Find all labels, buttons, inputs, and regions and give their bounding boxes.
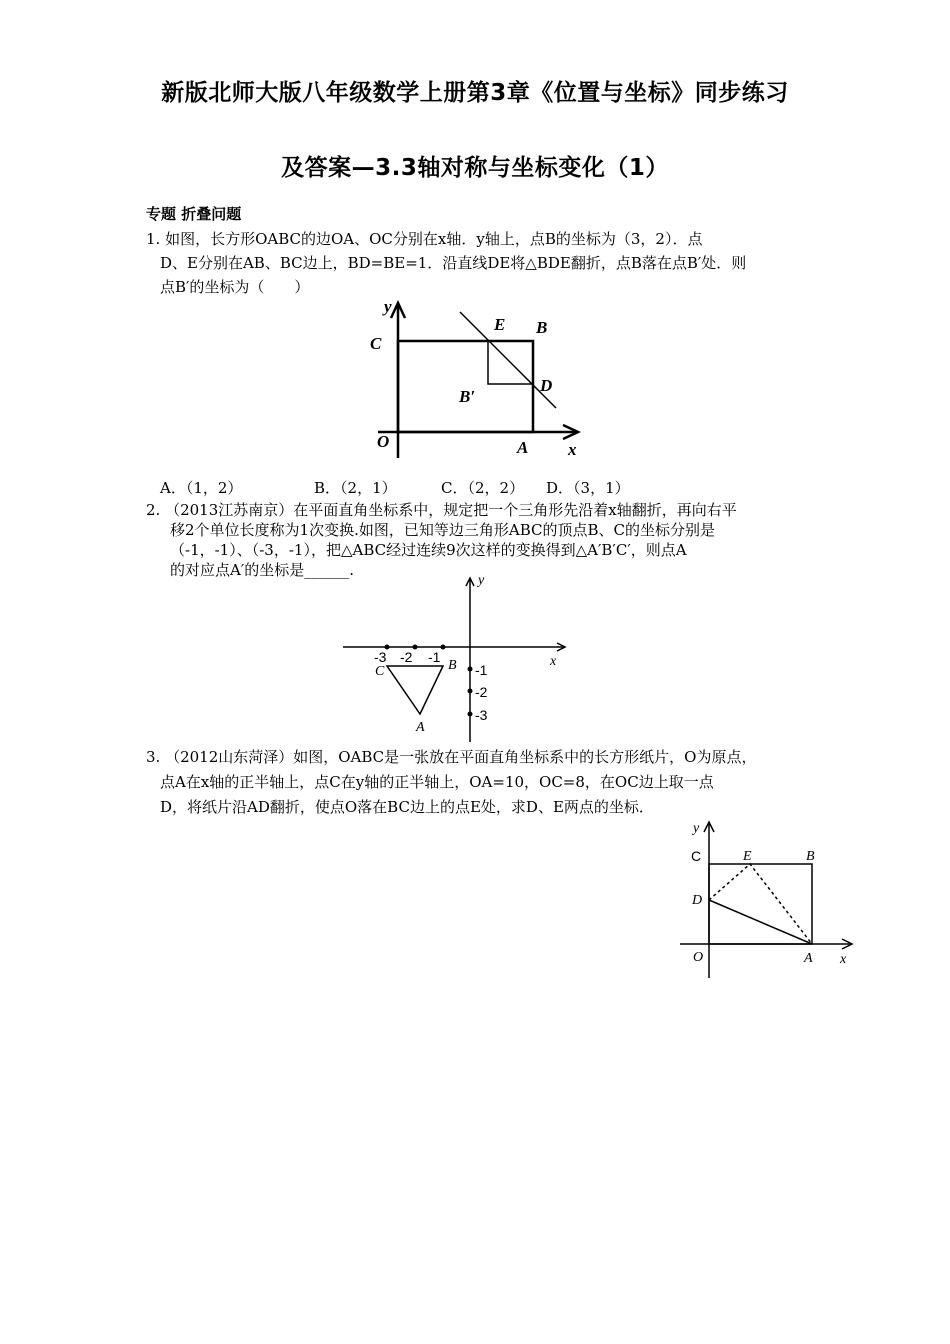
title-line-2: 及答案—3.3轴对称与坐标变化（1） — [281, 155, 669, 181]
q2-label-x: x — [550, 654, 557, 669]
q2-line-2: 移2个单位长度称为1次变换.如图，已知等边三角形ABC的顶点B、C的坐标分别是 — [170, 521, 715, 539]
q2-line-1: 2. （2013江苏南京）在平面直角坐标系中，规定把一个三角形先沿着x轴翻折，再向右平 — [146, 501, 737, 519]
q3-label-C: C — [691, 848, 702, 864]
q2-line-4: 的对应点A′的坐标是______. — [170, 561, 355, 579]
section-heading: 专题 折叠问题 — [146, 205, 242, 223]
q2-label-B: B — [448, 658, 457, 673]
q1-choice-a: A．（1，2） — [160, 479, 243, 497]
q3-label-E: E — [743, 849, 752, 864]
q2-tick-label-x-1: -1 — [428, 649, 441, 665]
q2-label-C: C — [375, 664, 385, 679]
q1-line-2: D、E分别在AB、BC边上，BD=BE=1．沿直线DE将△BDE翻折，点B落在点B′处．则 — [160, 254, 747, 272]
q2-label-A: A — [416, 720, 425, 735]
q3-label-O: O — [693, 950, 704, 965]
q1-label-x: x — [568, 440, 577, 459]
q3-line-1: 3. （2012山东菏泽）如图，OABC是一张放在平面直角坐标系中的长方形纸片，O为原点， — [146, 748, 757, 766]
q1-line-1: 1. 如图，长方形OABC的边OA、OC分别在x轴．y轴上，点B的坐标为（3，2）．点 — [146, 230, 703, 248]
q1-choice-d: D．（3，1） — [546, 479, 630, 497]
q1-line-3: 点B′的坐标为（ ） — [160, 278, 310, 296]
q2-line-3: （-1，-1）、（-3，-1），把△ABC经过连续9次这样的变换得到△A′B′C′，则点A — [170, 541, 687, 559]
q3-label-B: B — [806, 849, 815, 864]
q1-label-Bp: B′ — [459, 387, 476, 406]
title-line-1: 新版北师大版八年级数学上册第3章《位置与坐标》同步练习 — [161, 80, 789, 106]
q3-folded-edges — [709, 864, 812, 944]
q1-label-D: D — [540, 376, 553, 395]
q3-label-x: x — [840, 952, 847, 967]
q1-label-E: E — [494, 315, 506, 334]
q2-label-y: y — [478, 573, 485, 588]
q1-label-O: O — [377, 432, 390, 451]
q1-label-y: y — [384, 297, 392, 316]
q3-rectangle — [709, 864, 812, 944]
q1-label-A: A — [517, 438, 529, 457]
q2-tick-label-y-2: -2 — [475, 684, 488, 700]
q2-tick-label-x-2: -2 — [400, 649, 413, 665]
q2-tick-label-y-3: -3 — [475, 707, 488, 723]
q2-tick-label-x-3: -3 — [374, 649, 387, 665]
q2-tick-label-y-1: -1 — [475, 662, 488, 678]
q3-label-y: y — [693, 821, 700, 836]
q3-label-D: D — [692, 893, 703, 908]
q3-line-2: 点A在x轴的正半轴上，点C在y轴的正半轴上，OA=10，OC=8，在OC边上取一点 — [160, 773, 714, 791]
q1-choice-b: B．（2，1） — [314, 479, 397, 497]
q1-label-B: B — [536, 318, 548, 337]
q1-choice-c: C．（2，2） — [441, 479, 525, 497]
q1-label-C: C — [370, 334, 382, 353]
q3-label-A: A — [804, 951, 813, 966]
q3-line-3: D，将纸片沿AD翻折，使点O落在BC边上的点E处，求D、E两点的坐标． — [160, 798, 654, 816]
q3-fold-line-AD — [709, 900, 812, 944]
